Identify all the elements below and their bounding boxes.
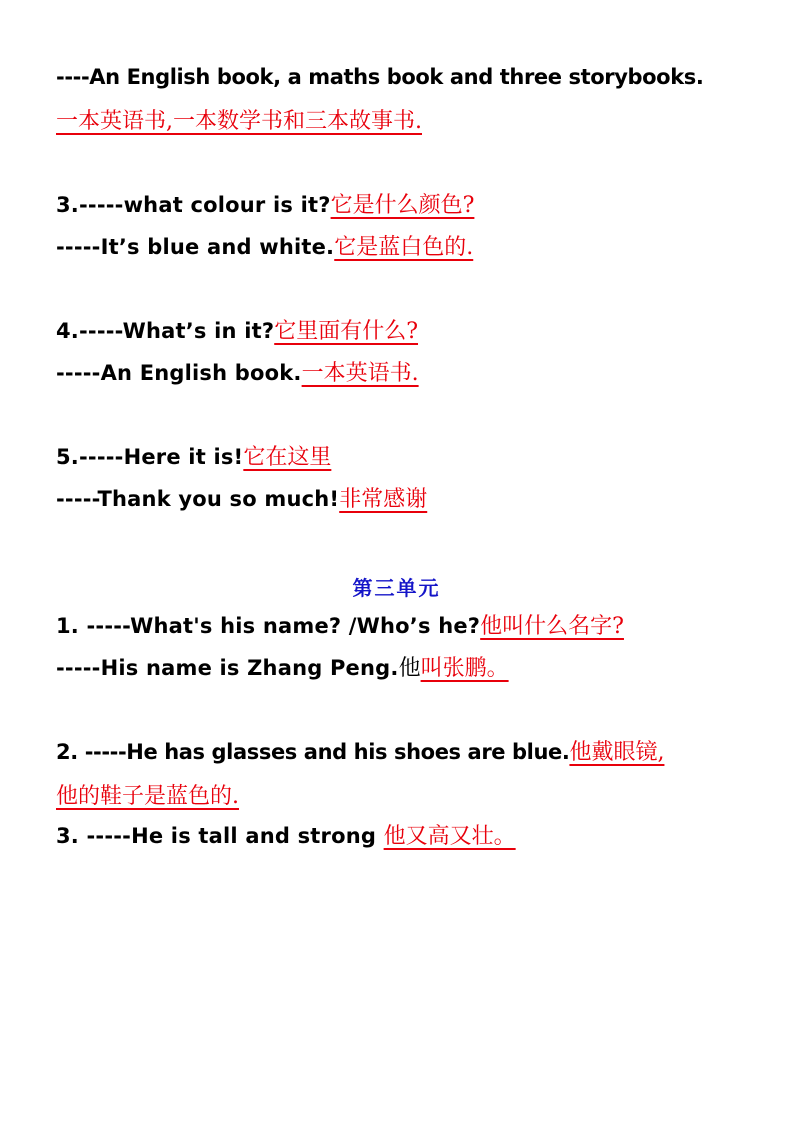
unit-heading: 第三单元: [352, 576, 441, 600]
chinese-translation: 他的鞋子是蓝色的.: [56, 784, 239, 809]
chinese-translation: 它是蓝白色的.: [334, 235, 474, 260]
chinese-translation: 他又高又壮。: [383, 824, 516, 849]
statement-line-u3-2: [56, 742, 664, 764]
answer-line-5: [56, 489, 427, 511]
english-text: -----It’s blue and white.: [56, 235, 335, 259]
chinese-translation: 一本英语书,一本数学书和三本故事书.: [56, 109, 422, 134]
english-text: 1. -----What's his name? /Who’s he?: [56, 614, 481, 638]
chinese-translation: 一本英语书.: [301, 361, 419, 386]
chinese-translation: 他戴眼镜,: [569, 740, 665, 765]
answer-line-3: [56, 237, 473, 259]
chinese-plain-text: 他: [398, 656, 421, 681]
translation-line-books: [56, 111, 422, 133]
translation-line-u3-2: [56, 786, 239, 808]
chinese-translation: 它是什么颜色?: [330, 193, 475, 218]
english-text: 5.-----Here it is!: [56, 445, 244, 469]
english-text: 3. -----He is tall and strong: [56, 824, 384, 848]
chinese-translation: 它在这里: [243, 445, 332, 470]
chinese-translation: 非常感谢: [339, 487, 428, 512]
question-line-5: [56, 447, 331, 469]
statement-line-u3-3: [56, 826, 516, 848]
english-text: 3.-----what colour is it?: [56, 193, 331, 217]
answer-line-4: [56, 363, 419, 385]
english-text: ----An English book, a maths book and three storybooks.: [56, 65, 704, 89]
answer-line-u3-1: [56, 658, 509, 680]
chinese-translation: 叫张鹏。: [420, 656, 509, 681]
english-text: -----An English book.: [56, 361, 302, 385]
answer-line-books: [56, 67, 703, 88]
question-line-u3-1: [56, 616, 624, 638]
question-line-4: [56, 321, 418, 343]
english-text: 4.-----What’s in it?: [56, 319, 275, 343]
english-text: 2. -----He has glasses and his shoes are blue.: [56, 740, 570, 764]
question-line-3: [56, 195, 474, 217]
english-text: -----His name is Zhang Peng.: [56, 656, 399, 680]
chinese-translation: 他叫什么名字?: [480, 614, 624, 639]
chinese-translation: 它里面有什么?: [274, 319, 419, 344]
english-text: -----Thank you so much!: [56, 487, 340, 511]
